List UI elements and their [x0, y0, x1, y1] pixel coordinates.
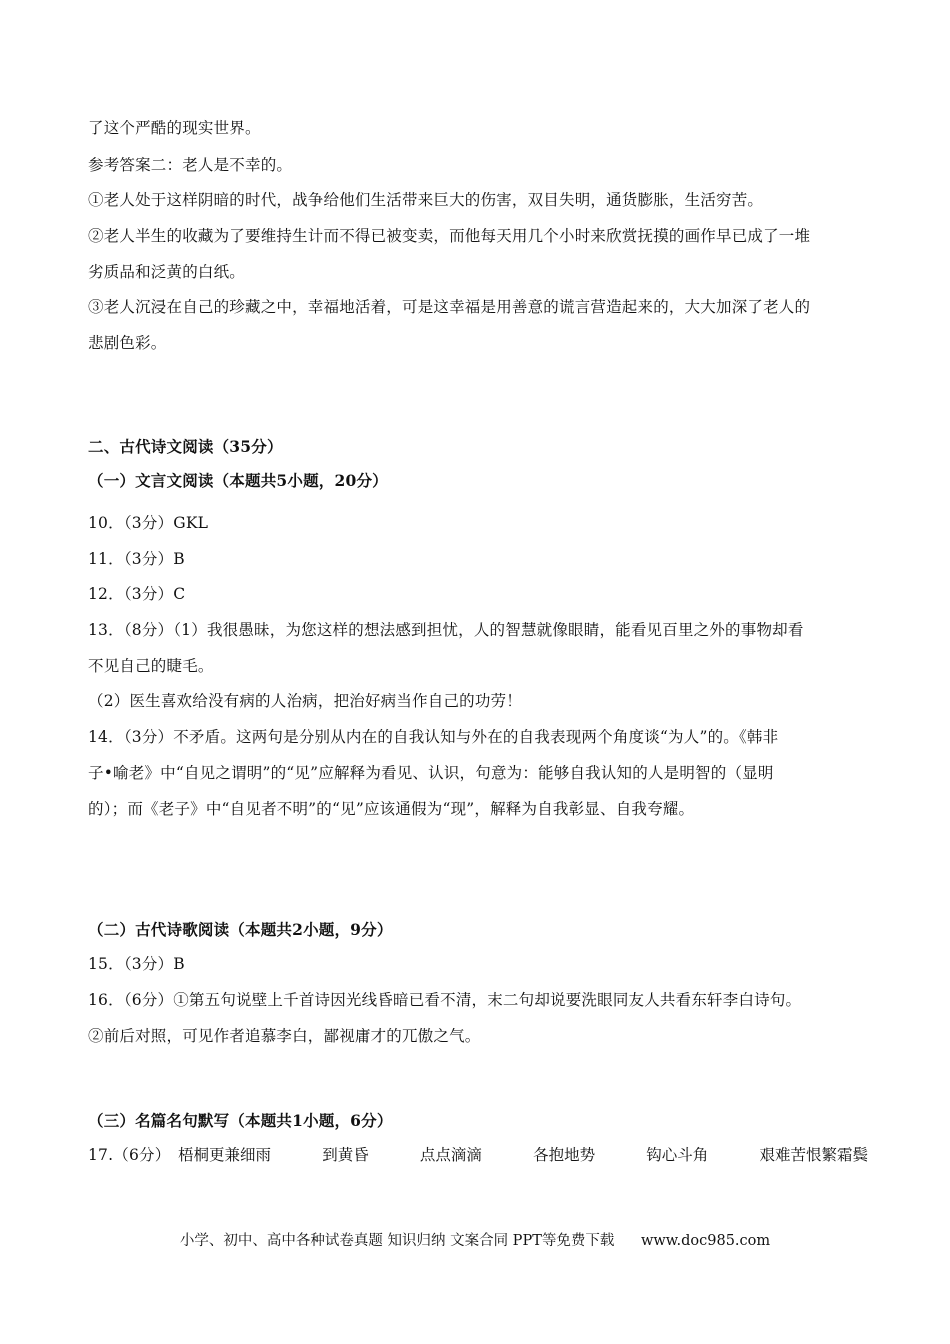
- answer-q16-cont: ②前后对照，可见作者追慕李白，鄙视庸才的兀傲之气。: [88, 1027, 481, 1045]
- answer-point-3-cont: 悲剧色彩。: [88, 334, 167, 352]
- dictation-answer: 钩心斗角: [646, 1146, 709, 1164]
- answer-point-2-cont: 劣质品和泛黄的白纸。: [88, 263, 246, 281]
- answer-q14-cont: 的）；而《老子》中“自见者不明”的“见”应该通假为“现”，解释为自我彰显、自我夸耀。: [88, 800, 695, 818]
- page-footer: [0, 1231, 950, 1251]
- answer-q12: 12．（3分）C: [88, 585, 186, 603]
- subsection-title-classical-prose: （一）文言文阅读（本题共5小题，20分）: [88, 471, 388, 490]
- answer-q14-cont: 子•喻老》中“自见之谓明”的“见”应解释为看见、认识，句意为：能够自我认知的人是明智的（显明: [88, 764, 774, 782]
- answer-q17-label: 17.（6分）: [88, 1146, 171, 1164]
- answer-q13-cont: 不见自己的睫毛。: [88, 657, 214, 675]
- answer-q17-list: [178, 1145, 868, 1165]
- footer-text: 小学、初中、高中各种试卷真题 知识归纳 文案合同 PPT等免费下载: [179, 1233, 615, 1249]
- answer-q16: 16．（6分）①第五句说壁上千首诗因光线昏暗已看不清，末二句却说要洗眼同友人共看东轩李白诗句。: [88, 991, 802, 1009]
- answer-q14: 14．（3分）不矛盾。这两句是分别从内在的自我认知与外在的自我表现两个角度谈“为人”的。《韩非: [88, 728, 779, 746]
- answer-q13: 13．（8分）（1）我很愚昧，为您这样的想法感到担忧，人的智慧就像眼睛，能看见百里之外的事物却看: [88, 621, 804, 639]
- answer-point-2: ②老人半生的收藏为了要维持生计而不得已被变卖，而他每天用几个小时来欣赏抚摸的画作早已成了一堆: [88, 227, 811, 245]
- answer-point-1: ①老人处于这样阴暗的时代，战争给他们生活带来巨大的伤害，双目失明，通货膨胀，生活穷苦。: [88, 191, 764, 209]
- subsection-title-poetry: （二）古代诗歌阅读（本题共2小题，9分）: [88, 920, 393, 939]
- answer-q11: 11．（3分）B: [88, 550, 185, 568]
- answer-q15: 15．（3分）B: [88, 955, 185, 973]
- dictation-answer: 梧桐更兼细雨: [178, 1146, 272, 1164]
- footer-url: www.doc985.com: [640, 1233, 771, 1249]
- passage-line: 了这个严酷的现实世界。: [88, 119, 261, 137]
- dictation-answer: 到黄昏: [322, 1146, 369, 1164]
- section-title: 二、古代诗文阅读（35分）: [88, 437, 283, 456]
- subsection-title-dictation: （三）名篇名句默写（本题共1小题，6分）: [88, 1111, 393, 1130]
- answer-q10: 10．（3分）GKL: [88, 514, 209, 532]
- dictation-answer: 点点滴滴: [419, 1146, 482, 1164]
- dictation-answer: 各抱地势: [533, 1146, 596, 1164]
- answer-point-3: ③老人沉浸在自己的珍藏之中，幸福地活着，可是这幸福是用善意的谎言营造起来的，大大加深了老人的: [88, 298, 811, 316]
- reference-answer-heading: 参考答案二：老人是不幸的。: [88, 156, 293, 174]
- answer-q13-part-2: （2）医生喜欢给没有病的人治病，把治好病当作自己的功劳！: [88, 692, 522, 710]
- dictation-answer: 艰难苦恨繁霜鬓: [759, 1146, 868, 1164]
